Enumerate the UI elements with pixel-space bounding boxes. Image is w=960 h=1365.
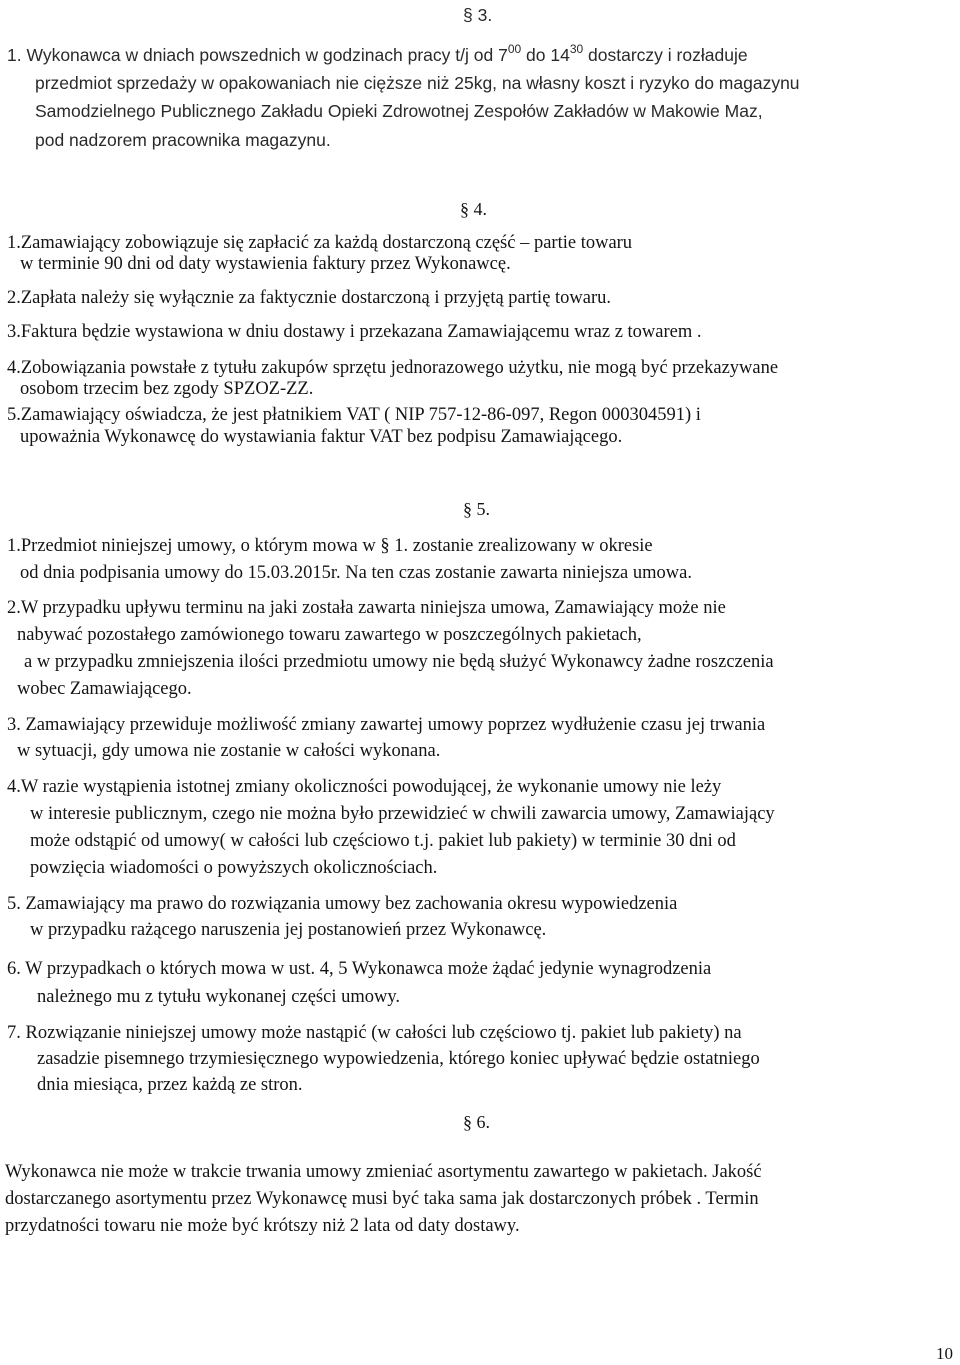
section-5-line: 1.Przedmiot niniejszej umowy, o którym mowa w § 1. zostanie zrealizowany w okresie — [7, 536, 653, 556]
section-6-line: dostarczanego asortymentu przez Wykonawcę musi być taka sama jak dostarczonych próbek . Termin — [5, 1189, 759, 1209]
section-4-line: 2.Zapłata należy się wyłącznie za faktycznie dostarczoną i przyjętą partię towaru. — [7, 288, 612, 308]
section-5-heading: § 5. — [463, 499, 490, 519]
page-number: 10 — [936, 1344, 953, 1363]
section-5-line: 4.W razie wystąpienia istotnej zmiany okoliczności powodującej, że wykonanie umowy nie leży — [7, 777, 722, 797]
section-4-line: upoważnia Wykonawcę do wystawiania faktur VAT bez podpisu Zamawiającego. — [20, 427, 623, 447]
section-5-line: 2.W przypadku upływu terminu na jaki została zawarta niniejsza umowa, Zamawiający może nie — [7, 598, 726, 618]
section-5-line: 7. Rozwiązanie niniejszej umowy może nastąpić (w całości lub częściowo tj. pakiet lub pakiety) na — [7, 1023, 742, 1043]
section-3-paragraph-1-line-3: Samodzielnego Publicznego Zakładu Opieki Zdrowotnej Zespołów Zakładów w Makowie Maz, — [35, 101, 763, 121]
time-superscript-end: 30 — [569, 42, 584, 56]
section-5-line: może odstąpić od umowy( w całości lub częściowo t.j. pakiet lub pakiety) w terminie 30 dni od — [30, 831, 736, 851]
section-6-heading: § 6. — [463, 1112, 490, 1132]
section-5-line: 5. Zamawiający ma prawo do rozwiązania umowy bez zachowania okresu wypowiedzenia — [7, 894, 678, 914]
section-5-line: wobec Zamawiającego. — [17, 679, 192, 699]
section-3-heading: § 3. — [463, 5, 493, 25]
section-4-line: 4.Zobowiązania powstałe z tytułu zakupów sprzętu jednorazowego użytku, nie mogą być przekazywane — [7, 358, 779, 378]
section-5-line: należnego mu z tytułu wykonanej części umowy. — [37, 987, 401, 1007]
section-6-line: Wykonawca nie może w trakcie trwania umowy zmieniać asortymentu zawartego w pakietach. Jakość — [5, 1162, 762, 1182]
section-5-line: w interesie publicznym, czego nie można było przewidzieć w chwili zawarcia umowy, Zamawiający — [30, 804, 775, 824]
section-5-line: 6. W przypadkach o których mowa w ust. 4, 5 Wykonawca może żądać jedynie wynagrodzenia — [7, 959, 712, 979]
section-3-paragraph-1-line-2: przedmiot sprzedaży w opakowaniach nie cięższe niż 25kg, na własny koszt i ryzyko do magazynu — [35, 73, 800, 93]
section-3-paragraph-1-line-4: pod nadzorem pracownika magazynu. — [35, 130, 331, 150]
section-4-heading: § 4. — [460, 199, 487, 219]
section-5-line: powzięcia wiadomości o powyższych okolicznościach. — [30, 858, 438, 878]
time-superscript-start: 00 — [507, 42, 522, 56]
section-5-line: zasadzie pisemnego trzymiesięcznego wypowiedzenia, którego koniec upływać będzie ostatniego — [37, 1049, 760, 1069]
section-4-line: 5.Zamawiający oświadcza, że jest płatnikiem VAT ( NIP 757-12-86-097, Regon 000304591) i — [7, 405, 701, 425]
section-5-line: nabywać pozostałego zamówionego towaru zawartego w poszczególnych pakietach, — [17, 625, 642, 645]
section-4-line: 3.Faktura będzie wystawiona w dniu dostawy i przekazana Zamawiającemu wraz z towarem . — [7, 322, 702, 342]
section-5-line: w przypadku rażącego naruszenia jej postanowień przez Wykonawcę. — [30, 920, 547, 940]
section-4-line: w terminie 90 dni od daty wystawienia faktury przez Wykonawcę. — [20, 254, 511, 274]
section-5-line: dnia miesiąca, przez każdą ze stron. — [37, 1075, 303, 1095]
section-4-line: 1.Zamawiający zobowiązuje się zapłacić za każdą dostarczoną część – partie towaru — [7, 233, 633, 253]
section-4-line: osobom trzecim bez zgody SPZOZ-ZZ. — [20, 379, 314, 399]
section-6-line: przydatności towaru nie może być krótszy niż 2 lata od daty dostawy. — [5, 1216, 520, 1236]
section-5-line: w sytuacji, gdy umowa nie zostanie w całości wykonana. — [17, 741, 441, 761]
section-5-line: a w przypadku zmniejszenia ilości przedmiotu umowy nie będą służyć Wykonawcy żadne roszczenia — [24, 652, 774, 672]
section-3-paragraph-1-line-1: 1. Wykonawca w dniach powszednich w godzinach pracy t/j od $7^{00}$ do $14^{30}$ dostarczy i rozładuje — [7, 42, 748, 65]
section-5-line: 3. Zamawiający przewiduje możliwość zmiany zawartej umowy poprzez wydłużenie czasu jej trwania — [7, 715, 766, 735]
section-5-line: od dnia podpisania umowy do 15.03.2015r. Na ten czas zostanie zawarta niniejsza umowa. — [20, 563, 692, 583]
